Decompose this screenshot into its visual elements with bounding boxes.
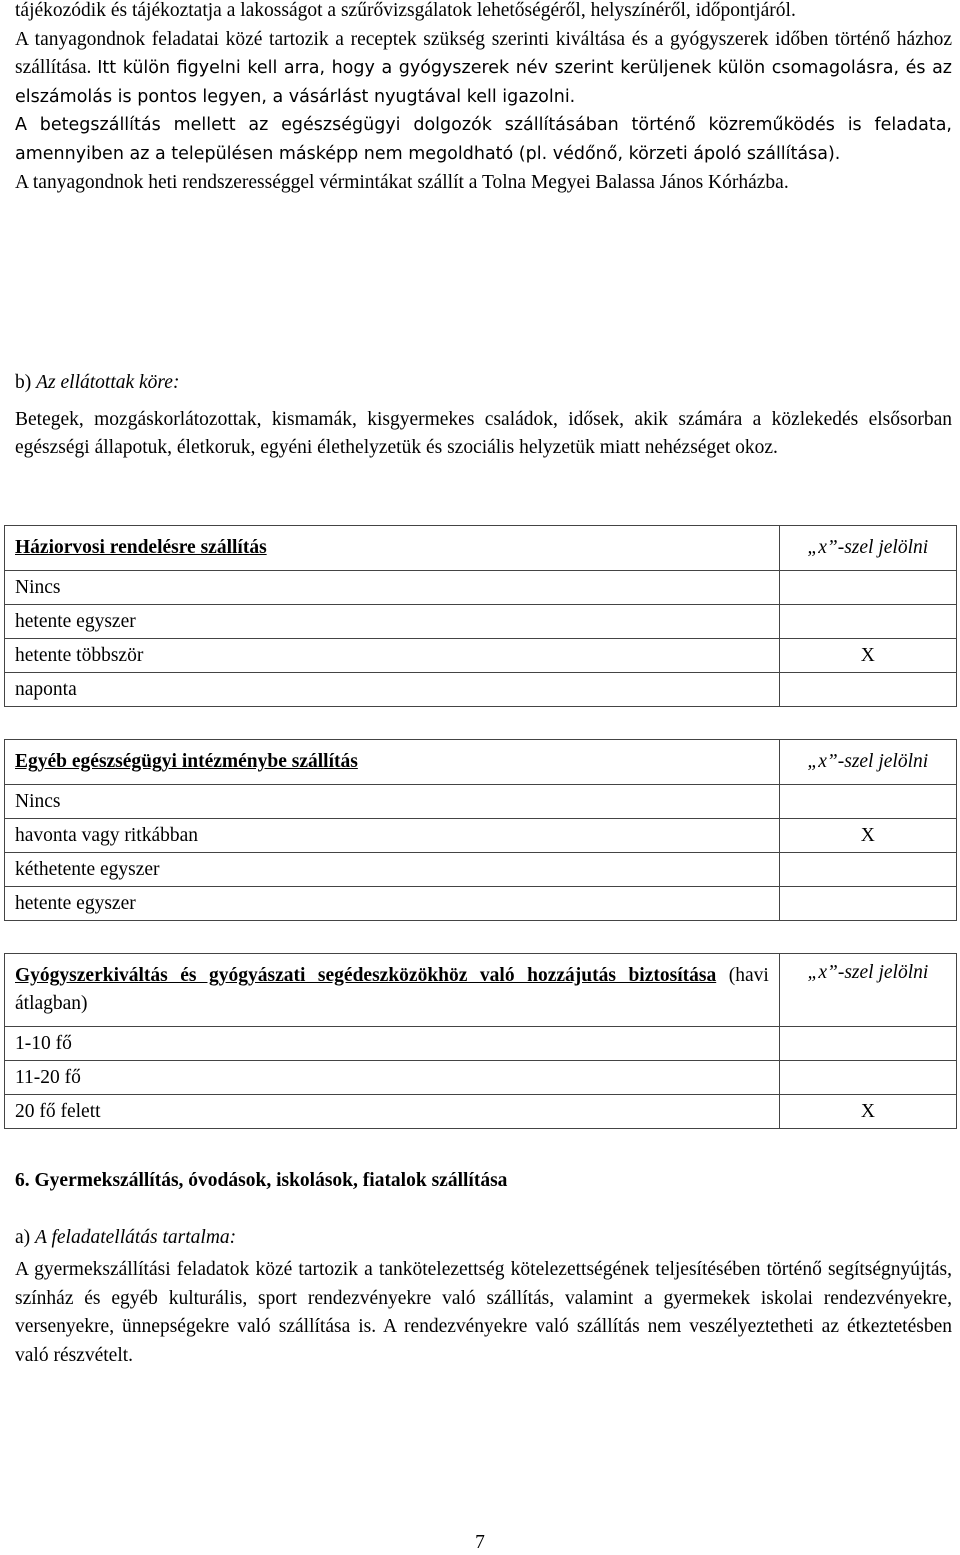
table-3-option: 11-20 fő xyxy=(5,1061,780,1095)
table-1-option: hetente többször xyxy=(5,639,780,673)
table-2-mark xyxy=(779,887,956,921)
table-egyeb-intezmeny xyxy=(4,739,957,921)
section-6a-prefix: a) xyxy=(15,1226,31,1248)
intro-paragraph-3: A betegszállítás mellett az egészségügyi dolgozók szállításában történő közreműködés is feladata, amennyiben az a településen másképp nem megoldható (pl. védőnő, körzeti ápoló szállítása). xyxy=(15,115,952,164)
table-3-mark: X xyxy=(779,1095,956,1129)
section-6-heading: 6. Gyermekszállítás, óvodások, iskolások, fiatalok szállítása xyxy=(15,1170,508,1191)
table-1-mark xyxy=(779,571,956,605)
table-3-option: 20 fő felett xyxy=(5,1095,780,1129)
table-3-mark xyxy=(779,1027,956,1061)
table-2-mark xyxy=(779,785,956,819)
section-6a-heading xyxy=(15,1224,952,1253)
table-gyogyszerkivaltas xyxy=(4,953,957,1129)
table-1-option: naponta xyxy=(5,673,780,707)
table-3-mark-label: „x”-szel jelölni xyxy=(779,954,956,1027)
table-1-mark-label: „x”-szel jelölni xyxy=(779,526,956,571)
section-b-prefix: b) xyxy=(15,372,32,393)
table-3-option: 1-10 fő xyxy=(5,1027,780,1061)
section-b-text: Betegek, mozgáskorlátozottak, kismamák, kisgyermekes családok, idősek, akik számára a közlekedés elsősorban egészségi állapotuk, életkoruk, egyéni élethelyzetük és szociális helyzetük miatt nehézséget okoz. xyxy=(15,408,952,458)
table-2-mark xyxy=(779,853,956,887)
table-3-header-main: Gyógyszerkiváltás és gyógyászati segédeszközökhöz való hozzájutás biztosítása xyxy=(15,965,717,986)
table-1-header: Háziorvosi rendelésre szállítás xyxy=(5,526,780,571)
intro-paragraph-4: A tanyagondnok heti rendszerességgel vérmintákat szállít a Tolna Megyei Balassa János Kórházba. xyxy=(15,172,789,193)
table-2-mark-label: „x”-szel jelölni xyxy=(779,740,956,785)
table-2-option: kéthetente egyszer xyxy=(5,853,780,887)
section-b-title: Az ellátottak köre: xyxy=(36,372,180,393)
table-1-mark xyxy=(779,673,956,707)
section-6a-text: A gyermekszállítási feladatok közé tartozik a tankötelezettség kötelezettségének teljesítésében történő segítségnyújtás, színház és egyéb kulturális, sport rendezvényekre való szállítás, valamint a gyermekek iskolai rendezvényekre, versenyekre, ünnepségekre való szállítása is. A rendezvényekre való szállítás nem veszélyeztetheti az étkeztetésben való részvételt. xyxy=(15,1259,952,1366)
table-1-mark: X xyxy=(779,639,956,673)
section-b-heading xyxy=(15,369,952,398)
page-number: 7 xyxy=(475,1532,485,1553)
table-1-option: hetente egyszer xyxy=(5,605,780,639)
table-2-header: Egyéb egészségügyi intézménybe szállítás xyxy=(5,740,780,785)
table-3-header xyxy=(5,954,780,1027)
section-6 xyxy=(15,1167,952,1370)
intro-sentence-2b: Itt külön figyelni kell arra, hogy a gyógyszerek név szerint kerüljenek külön csomagolásra, és az elszámolás is pontos legyen, a vásárlást nyugtával kell igazolni. xyxy=(15,58,952,107)
section-b xyxy=(15,369,952,463)
section-6a-title: A feladatellátás tartalma: xyxy=(35,1226,237,1248)
intro-sentence-2a: A tanyagondnok feladatai közé tartozik a receptek szükség szerinti kiváltása és a gyógyszerek időben történő házhoz szállítása. xyxy=(15,28,952,78)
table-2-option: havonta vagy ritkábban xyxy=(5,819,780,853)
table-haziorvosi xyxy=(4,525,957,707)
table-3-header-suffix: (havi átlagban) xyxy=(15,965,769,1014)
table-2-option: hetente egyszer xyxy=(5,887,780,921)
table-1-mark xyxy=(779,605,956,639)
table-3-mark xyxy=(779,1061,956,1095)
document-page xyxy=(15,0,952,198)
intro-paragraph-2 xyxy=(15,26,952,112)
table-1-option: Nincs xyxy=(5,571,780,605)
intro-paragraph-1: tájékozódik és tájékoztatja a lakosságot a szűrővizsgálatok lehetőségéről, helyszínéről, időpontjáról. xyxy=(15,0,796,21)
table-2-mark: X xyxy=(779,819,956,853)
table-2-option: Nincs xyxy=(5,785,780,819)
